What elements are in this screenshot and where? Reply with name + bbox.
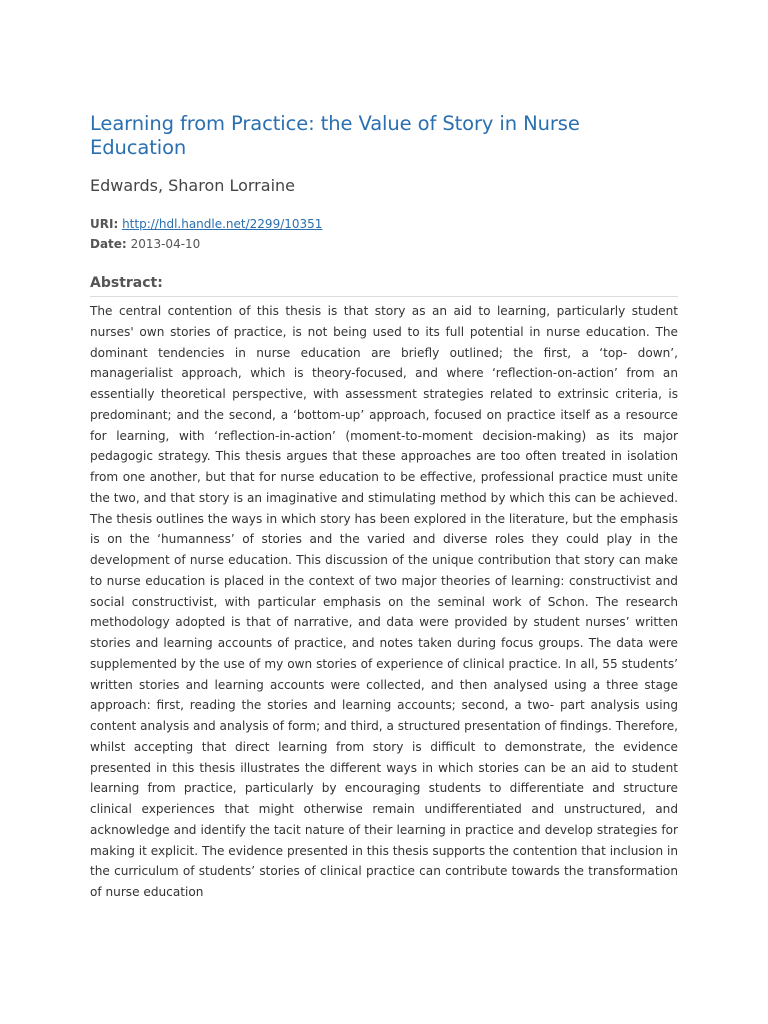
date-row — [90, 234, 678, 254]
date-label: Date: — [90, 237, 127, 251]
uri-link[interactable]: http://hdl.handle.net/2299/10351 — [122, 217, 323, 231]
abstract-heading: Abstract: — [90, 275, 163, 291]
date-value: 2013-04-10 — [130, 237, 201, 251]
uri-label: URI: — [90, 217, 119, 231]
author-name: Edwards, Sharon Lorraine — [90, 176, 295, 195]
item-record — [90, 112, 678, 903]
page-title: Learning from Practice: the Value of Story in Nurse Education — [90, 112, 580, 159]
uri-row — [90, 214, 678, 234]
metadata-block — [90, 214, 678, 254]
divider — [90, 296, 678, 297]
abstract-text: The central contention of this thesis is that story as an aid to learning, particularly student nurses' own stories of practice, is not being used to its full potential in nurse education. The dominant tendencies in nurse education are briefly outlined; the first, a ‘top- down’, managerialist approach, which is theory-focused, and where ‘reflection-on-action’ from an essentially theoretical perspective, with assessment strategies related to extrinsic criteria, is predominant; and the second, a ‘bottom-up’ approach, focused on practice itself as a resource for learning, with ‘reflection-in-action’ (moment-to-moment decision-making) as its major pedagogic strategy. This thesis argues that these approaches are too often treated in isolation from one another, but that for nurse education to be effective, professional practice must unite the two, and that story is an imaginative and stimulating method by which this can be achieved. The thesis outlines the ways in which story has been explored in the literature, but the emphasis is on the ‘humanness’ of stories and the varied and diverse roles they could play in the development of nurse education. This discussion of the unique contribution that story can make to nurse education is placed in the context of two major theories of learning: constructivist and social constructivist, with particular emphasis on the seminal work of Schon. The research methodology adopted is that of narrative, and data were provided by student nurses’ written stories and learning accounts of practice, and notes taken during focus groups. The data were supplemented by the use of my own stories of experience of clinical practice. In all, 55 students’ written stories and learning accounts were collected, and then analysed using a three stage approach: first, reading the stories and learning accounts; second, a two- part analysis using content analysis and analysis of form; and third, a structured presentation of findings. Therefore, whilst accepting that direct learning from story is difficult to demonstrate, the evidence presented in this thesis illustrates the different ways in which stories can be an aid to student learning from practice, particularly by encouraging students to differentiate and structure clinical experiences that might otherwise remain undifferentiated and unstructured, and acknowledge and identify the tacit nature of their learning in practice and develop strategies for making it explicit. The evidence presented in this thesis supports the contention that inclusion in the curriculum of students’ stories of clinical practice can contribute towards the transformation of nurse education — [90, 304, 678, 899]
